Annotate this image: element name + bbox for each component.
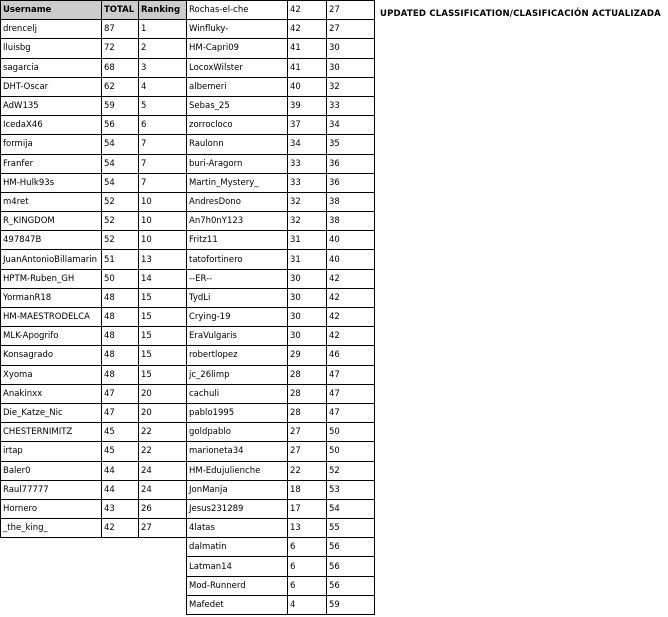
table-row — [1, 403, 187, 422]
cell-ranking: 34 — [327, 116, 375, 135]
cell-ranking: 50 — [327, 442, 375, 461]
table-row — [187, 480, 375, 499]
cell-total: 6 — [288, 557, 327, 576]
cell-username: Raul77777 — [1, 480, 102, 499]
table-row — [187, 269, 375, 288]
table-row — [1, 308, 187, 327]
cell-total: 54 — [102, 173, 139, 192]
cell-username: goldpablo — [187, 423, 288, 442]
cell-username: Rochas-el-che — [187, 1, 288, 20]
cell-username: LocoxWilster — [187, 58, 288, 77]
cell-total: 30 — [288, 308, 327, 327]
table-row — [1, 288, 187, 307]
cell-total: 6 — [288, 576, 327, 595]
table-row — [187, 308, 375, 327]
cell-ranking: 55 — [327, 519, 375, 538]
cell-username: HM-Capri09 — [187, 39, 288, 58]
cell-total: 32 — [288, 212, 327, 231]
cell-total: 68 — [102, 58, 139, 77]
cell-total: 42 — [288, 20, 327, 39]
cell-total: 18 — [288, 480, 327, 499]
cell-username: Franfer — [1, 154, 102, 173]
table-row — [1, 461, 187, 480]
cell-username: An7h0nY123 — [187, 212, 288, 231]
cell-username: sagarcia — [1, 58, 102, 77]
cell-ranking: 24 — [139, 480, 187, 499]
cell-ranking: 7 — [139, 173, 187, 192]
cell-ranking: 52 — [327, 461, 375, 480]
cell-username: TydLi — [187, 288, 288, 307]
cell-ranking: 6 — [139, 116, 187, 135]
cell-total: 44 — [102, 480, 139, 499]
cell-username: Jesus231289 — [187, 499, 288, 518]
table-row — [1, 20, 187, 39]
cell-username: jc_26limp — [187, 365, 288, 384]
table-row — [1, 192, 187, 211]
cell-total: 30 — [288, 288, 327, 307]
cell-username: 4latas — [187, 519, 288, 538]
table-row — [1, 519, 187, 538]
table-row — [187, 77, 375, 96]
cell-total: 43 — [102, 499, 139, 518]
cell-ranking: 20 — [139, 403, 187, 422]
cell-ranking: 33 — [327, 96, 375, 115]
cell-total: 27 — [288, 442, 327, 461]
cell-username: dalmatin — [187, 538, 288, 557]
table-row — [187, 576, 375, 595]
table-row — [187, 154, 375, 173]
cell-total: 59 — [102, 96, 139, 115]
cell-username: Raulonn — [187, 135, 288, 154]
cell-ranking: 50 — [327, 423, 375, 442]
cell-username: JuanAntonioBillamarin — [1, 250, 102, 269]
table-row — [187, 20, 375, 39]
cell-total: 13 — [288, 519, 327, 538]
table-row — [187, 327, 375, 346]
cell-ranking: 56 — [327, 576, 375, 595]
classification-table-left — [0, 0, 187, 538]
cell-username: pablo1995 — [187, 403, 288, 422]
table-row — [187, 231, 375, 250]
cell-total: 37 — [288, 116, 327, 135]
cell-ranking: 10 — [139, 192, 187, 211]
table-row — [187, 346, 375, 365]
table-row — [1, 384, 187, 403]
cell-ranking: 4 — [139, 77, 187, 96]
cell-total: 42 — [288, 1, 327, 20]
cell-ranking: 27 — [139, 519, 187, 538]
cell-username: YormanR18 — [1, 288, 102, 307]
cell-username: tatofortinero — [187, 250, 288, 269]
cell-ranking: 56 — [327, 538, 375, 557]
cell-ranking: 32 — [327, 77, 375, 96]
cell-total: 48 — [102, 288, 139, 307]
table-row — [187, 96, 375, 115]
cell-total: 48 — [102, 308, 139, 327]
cell-ranking: 38 — [327, 212, 375, 231]
table-row — [187, 595, 375, 614]
cell-total: 22 — [288, 461, 327, 480]
cell-username: _the_king_ — [1, 519, 102, 538]
table-row — [1, 269, 187, 288]
cell-ranking: 15 — [139, 346, 187, 365]
cell-total: 52 — [102, 192, 139, 211]
table-row — [187, 384, 375, 403]
cell-total: 33 — [288, 173, 327, 192]
cell-total: 6 — [288, 538, 327, 557]
cell-ranking: 42 — [327, 269, 375, 288]
cell-ranking: 20 — [139, 384, 187, 403]
cell-username: HM-MAESTRODELCA — [1, 308, 102, 327]
cell-username: EraVulgaris — [187, 327, 288, 346]
cell-username: AdW135 — [1, 96, 102, 115]
table-row — [1, 499, 187, 518]
cell-username: Mod-Runnerd — [187, 576, 288, 595]
cell-total: 51 — [102, 250, 139, 269]
cell-total: 41 — [288, 58, 327, 77]
cell-username: Hornero — [1, 499, 102, 518]
cell-ranking: 47 — [327, 365, 375, 384]
cell-username: 497847B — [1, 231, 102, 250]
table-row — [1, 442, 187, 461]
cell-ranking: 54 — [327, 499, 375, 518]
cell-username: irtap — [1, 442, 102, 461]
cell-ranking: 15 — [139, 327, 187, 346]
cell-total: 47 — [102, 403, 139, 422]
table-row — [187, 538, 375, 557]
cell-total: 31 — [288, 231, 327, 250]
table-row — [187, 288, 375, 307]
cell-ranking: 27 — [327, 20, 375, 39]
table-row — [1, 77, 187, 96]
cell-total: 54 — [102, 154, 139, 173]
table-row — [187, 116, 375, 135]
cell-total: 42 — [102, 519, 139, 538]
page-title: UPDATED CLASSIFICATION/CLASIFICACIÓN ACTUALIZADA — [380, 9, 661, 19]
table-row — [1, 327, 187, 346]
cell-ranking: 47 — [327, 384, 375, 403]
cell-ranking: 42 — [327, 288, 375, 307]
cell-username: --ER-- — [187, 269, 288, 288]
cell-ranking: 30 — [327, 58, 375, 77]
cell-ranking: 46 — [327, 346, 375, 365]
cell-total: 17 — [288, 499, 327, 518]
table-row — [187, 39, 375, 58]
right-table-body — [187, 1, 375, 615]
cell-ranking: 40 — [327, 231, 375, 250]
cell-total: 30 — [288, 269, 327, 288]
cell-username: HM-Hulk93s — [1, 173, 102, 192]
cell-ranking: 47 — [327, 403, 375, 422]
table-row — [187, 365, 375, 384]
table-row — [1, 346, 187, 365]
table-row — [187, 519, 375, 538]
cell-username: Winfluky- — [187, 20, 288, 39]
cell-total: 27 — [288, 423, 327, 442]
cell-ranking: 24 — [139, 461, 187, 480]
cell-ranking: 36 — [327, 154, 375, 173]
header-total: TOTAL — [102, 1, 139, 20]
cell-username: MLK-Apogrifo — [1, 327, 102, 346]
cell-ranking: 59 — [327, 595, 375, 614]
cell-total: 33 — [288, 154, 327, 173]
cell-total: 62 — [102, 77, 139, 96]
table-row — [1, 365, 187, 384]
table-row — [1, 154, 187, 173]
cell-username: Konsagrado — [1, 346, 102, 365]
cell-ranking: 5 — [139, 96, 187, 115]
table-row — [1, 231, 187, 250]
cell-total: 28 — [288, 384, 327, 403]
cell-username: Baler0 — [1, 461, 102, 480]
table-row — [1, 173, 187, 192]
cell-ranking: 10 — [139, 212, 187, 231]
cell-total: 54 — [102, 135, 139, 154]
table-row — [1, 96, 187, 115]
cell-ranking: 10 — [139, 231, 187, 250]
table-row — [187, 461, 375, 480]
cell-username: Fritz11 — [187, 231, 288, 250]
cell-total: 44 — [102, 461, 139, 480]
table-row — [187, 212, 375, 231]
table-row — [187, 1, 375, 20]
cell-ranking: 35 — [327, 135, 375, 154]
cell-username: robertlopez — [187, 346, 288, 365]
cell-ranking: 15 — [139, 308, 187, 327]
cell-total: 29 — [288, 346, 327, 365]
cell-ranking: 1 — [139, 20, 187, 39]
cell-total: 41 — [288, 39, 327, 58]
cell-username: Die_Katze_Nic — [1, 403, 102, 422]
cell-username: CHESTERNIMITZ — [1, 423, 102, 442]
header-ranking: Ranking — [139, 1, 187, 20]
cell-total: 31 — [288, 250, 327, 269]
cell-ranking: 7 — [139, 154, 187, 173]
cell-username: JonManja — [187, 480, 288, 499]
cell-ranking: 38 — [327, 192, 375, 211]
cell-total: 47 — [102, 384, 139, 403]
cell-ranking: 13 — [139, 250, 187, 269]
cell-username: cachuli — [187, 384, 288, 403]
cell-total: 45 — [102, 442, 139, 461]
cell-username: Mafedet — [187, 595, 288, 614]
table-row — [1, 212, 187, 231]
cell-username: drencelj — [1, 20, 102, 39]
cell-total: 30 — [288, 327, 327, 346]
cell-username: marioneta34 — [187, 442, 288, 461]
cell-username: Latman14 — [187, 557, 288, 576]
cell-ranking: 42 — [327, 308, 375, 327]
cell-total: 56 — [102, 116, 139, 135]
cell-total: 50 — [102, 269, 139, 288]
cell-total: 52 — [102, 212, 139, 231]
cell-ranking: 26 — [139, 499, 187, 518]
cell-total: 39 — [288, 96, 327, 115]
table-row — [1, 250, 187, 269]
table-row — [1, 39, 187, 58]
cell-total: 87 — [102, 20, 139, 39]
cell-username: Martin_Mystery_ — [187, 173, 288, 192]
cell-ranking: 2 — [139, 39, 187, 58]
cell-username: albemeri — [187, 77, 288, 96]
cell-username: AndresDono — [187, 192, 288, 211]
table-row — [1, 480, 187, 499]
cell-ranking: 22 — [139, 442, 187, 461]
table-row — [187, 557, 375, 576]
cell-total: 45 — [102, 423, 139, 442]
cell-ranking: 3 — [139, 58, 187, 77]
cell-ranking: 30 — [327, 39, 375, 58]
cell-total: 28 — [288, 365, 327, 384]
table-row — [187, 135, 375, 154]
cell-ranking: 22 — [139, 423, 187, 442]
table-row — [187, 173, 375, 192]
classification-table-right — [186, 0, 375, 615]
table-row — [1, 423, 187, 442]
cell-total: 48 — [102, 346, 139, 365]
cell-username: Anakinxx — [1, 384, 102, 403]
table-row — [187, 58, 375, 77]
table-row — [1, 135, 187, 154]
cell-username: lluisbg — [1, 39, 102, 58]
table-row — [187, 442, 375, 461]
table-row — [187, 423, 375, 442]
cell-ranking: 40 — [327, 250, 375, 269]
cell-total: 52 — [102, 231, 139, 250]
cell-username: zorrocloco — [187, 116, 288, 135]
header-username: Username — [1, 1, 102, 20]
cell-total: 4 — [288, 595, 327, 614]
cell-total: 32 — [288, 192, 327, 211]
header-row — [1, 1, 187, 20]
left-table-body — [1, 20, 187, 538]
table-row — [187, 403, 375, 422]
cell-ranking: 7 — [139, 135, 187, 154]
cell-username: buri-Aragorn — [187, 154, 288, 173]
cell-username: DHT-Oscar — [1, 77, 102, 96]
cell-username: m4ret — [1, 192, 102, 211]
table-row — [187, 250, 375, 269]
cell-ranking: 14 — [139, 269, 187, 288]
cell-ranking: 36 — [327, 173, 375, 192]
cell-ranking: 15 — [139, 288, 187, 307]
cell-username: Xyoma — [1, 365, 102, 384]
cell-username: HM-Edujulienche — [187, 461, 288, 480]
table-row — [1, 58, 187, 77]
cell-ranking: 42 — [327, 327, 375, 346]
table-row — [187, 192, 375, 211]
cell-username: formija — [1, 135, 102, 154]
cell-total: 48 — [102, 327, 139, 346]
cell-ranking: 27 — [327, 1, 375, 20]
cell-ranking: 53 — [327, 480, 375, 499]
cell-total: 40 — [288, 77, 327, 96]
cell-total: 34 — [288, 135, 327, 154]
table-row — [1, 116, 187, 135]
cell-username: Crying-19 — [187, 308, 288, 327]
cell-total: 28 — [288, 403, 327, 422]
cell-username: Sebas_25 — [187, 96, 288, 115]
cell-username: R_KINGDOM — [1, 212, 102, 231]
table-row — [187, 499, 375, 518]
cell-ranking: 15 — [139, 365, 187, 384]
cell-total: 72 — [102, 39, 139, 58]
cell-username: IcedaX46 — [1, 116, 102, 135]
cell-username: HPTM-Ruben_GH — [1, 269, 102, 288]
cell-ranking: 56 — [327, 557, 375, 576]
cell-total: 48 — [102, 365, 139, 384]
